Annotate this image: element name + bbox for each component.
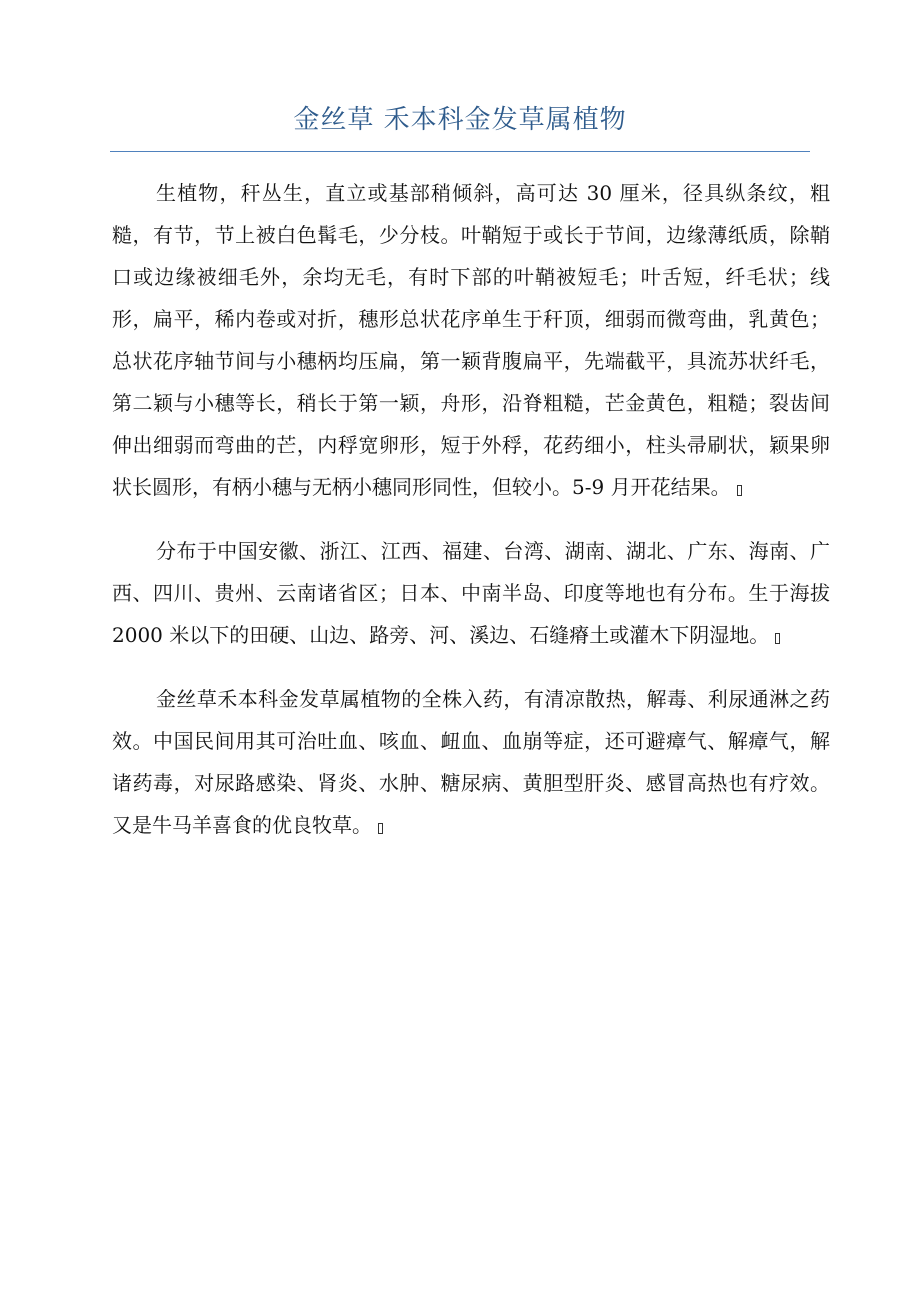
document-title: 金丝草 禾本科金发草属植物 xyxy=(293,105,627,135)
paragraph-morphology xyxy=(112,172,830,508)
paragraph-mark-icon xyxy=(775,633,780,644)
title-underline xyxy=(110,151,810,152)
paragraph-mark-icon xyxy=(737,485,742,496)
paragraph-mark-icon xyxy=(378,823,383,834)
paragraph-medicinal-use xyxy=(112,678,830,846)
paragraph-text: 生植物，秆丛生，直立或基部稍倾斜，高可达 30 厘米，径具纵条纹，粗糙，有节，节上被白色髯毛，少分枝。叶鞘短于或长于节间，边缘薄纸质，除鞘口或边缘被细毛外，余均无毛，有时下部的叶鞘被短毛；叶舌短，纤毛状；线形，扁平，稀内卷或对折，穗形总状花序单生于秆顶，细弱而微弯曲，乳黄色；总状花序轴节间与小穗柄均压扁，第一颖背腹扁平，先端截平，具流苏状纤毛，第二颖与小穗等长，稍长于第一颖，舟形，沿脊粗糙，芒金黄色，粗糙；裂齿间伸出细弱而弯曲的芒，内稃宽卵形，短于外稃，花药细小，柱头帚刷状，颖果卵状长圆形，有柄小穗与无柄小穗同形同性，但较小。5-9 月开花结果。 xyxy=(112,181,830,499)
paragraph-text: 金丝草禾本科金发草属植物的全株入药，有清凉散热，解毒、利尿通淋之药效。中国民间用其可治吐血、咳血、衄血、血崩等症，还可避瘴气、解瘴气，解诸药毒，对尿路感染、肾炎、水肿、糖尿病、黄胆型肝炎、感冒高热也有疗效。又是牛马羊喜食的优良牧草。 xyxy=(112,687,830,837)
paragraph-text: 分布于中国安徽、浙江、江西、福建、台湾、湖南、湖北、广东、海南、广西、四川、贵州、云南诸省区；日本、中南半岛、印度等地也有分布。生于海拔 2000 米以下的田硬、山边、路旁、河、溪边、石缝瘠土或灌木下阴湿地。 xyxy=(112,539,830,647)
paragraph-distribution xyxy=(112,530,830,656)
document-body xyxy=(112,172,830,868)
